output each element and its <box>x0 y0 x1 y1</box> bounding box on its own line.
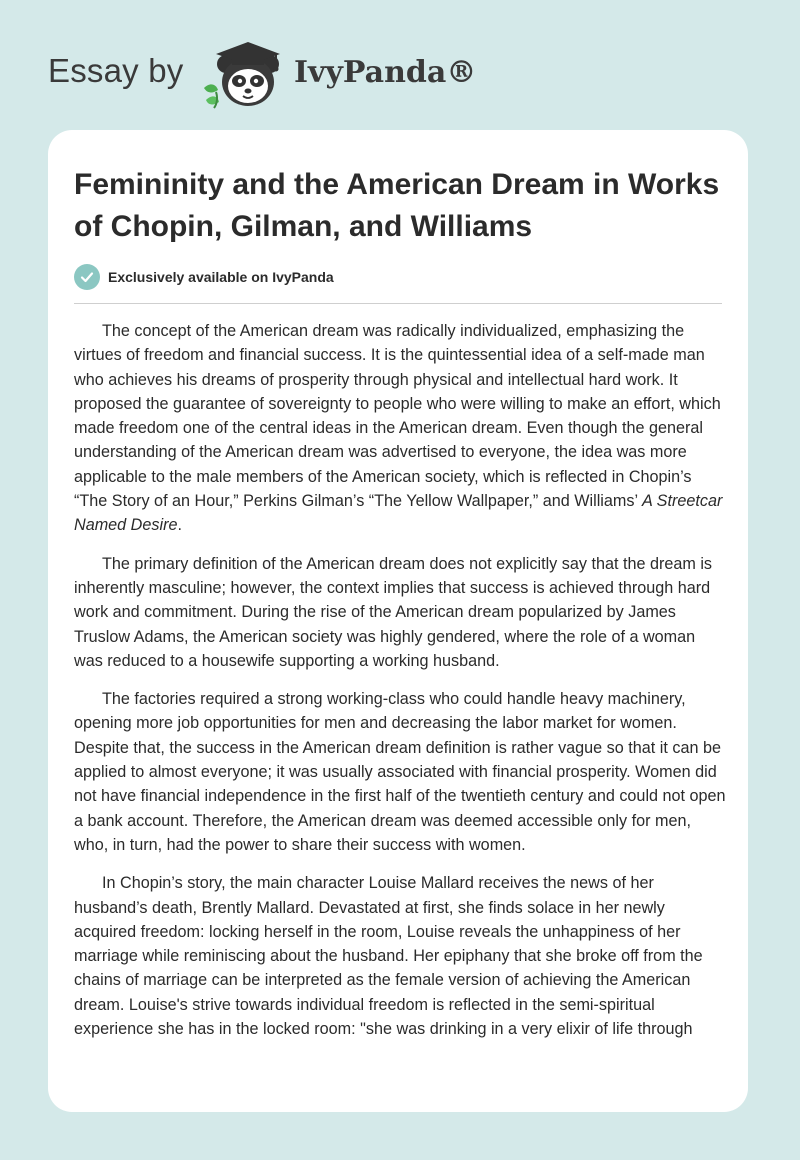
paragraph-text: The factories required a strong working-class who could handle heavy machinery, opening more job opportunities for men and decreasing the labor market for women. Despite that, the success in the American dream definition is rather vague so that it can be applied to almost everyone; it was usually associated with financial prosperity. Women did not have financial independence in the first half of the twentieth century and could not open a bank account. Therefore, the American dream was deemed accessible only for men, who, in turn, had the power to share their success with women. <box>74 690 726 854</box>
panda-logo-icon[interactable] <box>200 34 288 110</box>
book-title: A Streetcar Named Desire <box>74 492 723 535</box>
logo-text[interactable]: IvyPanda® <box>294 55 477 90</box>
paragraph <box>74 871 726 1041</box>
exclusive-badge <box>74 264 334 290</box>
essay-card <box>48 130 748 1112</box>
badge-label: Exclusively available on IvyPanda <box>108 269 334 285</box>
paragraph-text: The primary definition of the American dream does not explicitly say that the dream is inherently masculine; however, the context implies that success is achieved through hard work and commitment. During the rise of the American dream popularized by James Truslow Adams, the American society was highly gendered, where the role of a woman was reduced to a housewife supporting a working husband. <box>74 554 713 670</box>
paragraph-text: In Chopin’s story, the main character Louise Mallard receives the news of her husband’s death, Brently Mallard. Devastated at first, she finds solace in her newly acquired freedom: locking herself in the room, Louise reveals the unhappiness of her marriage while reminiscing about the husband. Her epiphany that she broke off from the chains of marriage can be interpreted as the female version of achieving the American dream. Louise's strive towards individual freedom is reflected in the semi-spiritual experience she has in the locked room: "she was drinking in a very elixir of life through <box>74 874 703 1039</box>
essay-body <box>74 319 726 1055</box>
site-header <box>48 34 508 110</box>
page-title: Femininity and the American Dream in Works of Chopin, Gilman, and Williams <box>74 168 720 243</box>
paragraph <box>74 552 726 673</box>
divider <box>74 303 722 304</box>
paragraph <box>74 319 726 538</box>
paragraph-text: The concept of the American dream was radically individualized, emphasizing the virtues of freedom and financial success. It is the quintessential idea of a self-made man who achieves his dreams of prosperity through physical and intellectual hard work. It proposed the guarantee of sovereignty to people who were willing to make an effort, which made freedom one of the central ideas in the American dream. Even though the general understanding of the American dream was advertised to everyone, the idea was more applicable to the male members of the American society, which is reflected in Chopin’s “The Story of an Hour,” Perkins Gilman’s “The Yellow Wallpaper,” and Williams’ <box>74 322 721 511</box>
paragraph-end: . <box>177 516 182 535</box>
check-circle-icon <box>74 264 100 290</box>
essay-by-label: Essay by <box>48 52 184 89</box>
paragraph <box>74 687 726 857</box>
